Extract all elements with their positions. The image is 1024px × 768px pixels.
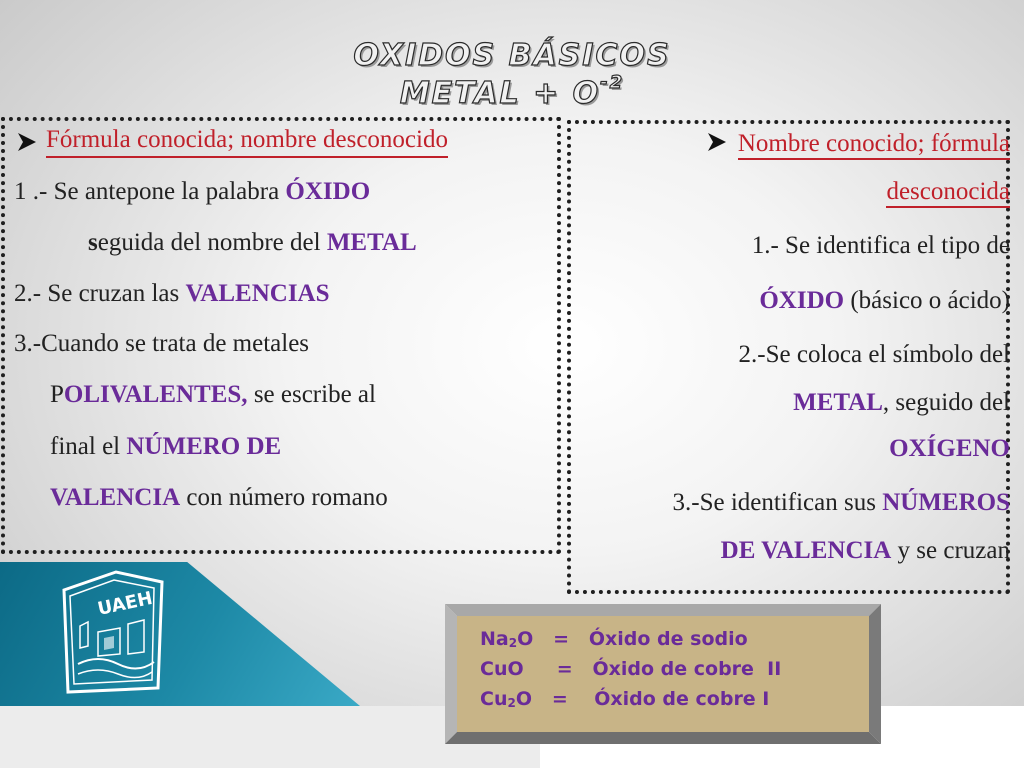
left-line-5-accent: OLIVALENTES, bbox=[63, 381, 248, 408]
left-line-2-accent: METAL bbox=[326, 229, 417, 256]
right-line-2-accent: ÓXIDO bbox=[759, 287, 845, 314]
left-line-5-text: se escribe al bbox=[247, 381, 376, 408]
slide-subtitle bbox=[0, 72, 1024, 111]
arrow-bullet-icon bbox=[16, 131, 38, 153]
right-line-7 bbox=[721, 537, 1010, 565]
example-formula-end: O bbox=[517, 628, 534, 650]
left-heading bbox=[16, 126, 448, 158]
right-heading-2 bbox=[886, 178, 1010, 206]
left-line-1 bbox=[14, 178, 370, 206]
right-line-4-accent: METAL bbox=[793, 389, 883, 416]
left-line-7-text: con número romano bbox=[180, 484, 388, 511]
right-line-4-text: , seguido del bbox=[882, 389, 1010, 416]
example-subscript: 2 bbox=[508, 636, 518, 650]
left-heading-text: Fórmula conocida; nombre desconocido bbox=[46, 126, 448, 158]
right-heading-1-text: Nombre conocido; fórmula bbox=[738, 130, 1010, 160]
right-line-7-accent: DE VALENCIA bbox=[720, 537, 892, 564]
example-equals: = bbox=[523, 658, 593, 680]
right-heading-2-text: desconocida bbox=[886, 178, 1010, 208]
left-line-2-initial: s bbox=[88, 229, 98, 256]
logo-text: UAEH bbox=[95, 587, 155, 620]
example-subscript: 2 bbox=[507, 696, 516, 710]
example-row-1 bbox=[480, 624, 781, 654]
example-equals: = bbox=[533, 628, 589, 650]
arrow-bullet-icon bbox=[706, 131, 728, 153]
right-line-5-accent: OXÍGENO bbox=[889, 435, 1010, 462]
university-shield-logo-icon bbox=[58, 568, 168, 698]
left-line-6-accent: NÚMERO DE bbox=[126, 433, 282, 460]
right-line-6-text: 3.-Se identifican sus bbox=[672, 489, 883, 516]
left-line-1-text: 1 .- Se antepone la palabra bbox=[14, 178, 286, 205]
slide-title: OXIDOS BÁSICOS bbox=[353, 38, 671, 73]
subtitle-superscript: -2 bbox=[600, 72, 625, 93]
right-line-7-text: y se cruzan bbox=[891, 537, 1010, 564]
left-line-3-text: 2.- Se cruzan las bbox=[14, 280, 186, 307]
example-name: Óxido de cobre II bbox=[592, 658, 782, 680]
example-name: Óxido de sodio bbox=[588, 628, 748, 650]
left-line-7 bbox=[50, 484, 388, 512]
left-line-5 bbox=[50, 381, 376, 409]
left-line-3 bbox=[14, 280, 330, 308]
left-line-4: 3.-Cuando se trata de metales bbox=[14, 330, 310, 357]
left-line-7-accent: VALENCIA bbox=[50, 484, 181, 511]
right-line-1: 1.- Se identifica el tipo de bbox=[751, 232, 1010, 259]
right-line-6-accent: NÚMEROS bbox=[882, 489, 1010, 516]
right-line-4 bbox=[793, 389, 1010, 417]
left-line-2 bbox=[88, 229, 417, 257]
example-formula: CuO bbox=[480, 658, 524, 680]
right-line-2 bbox=[759, 287, 1010, 315]
left-line-6 bbox=[50, 433, 281, 461]
left-line-3-accent: VALENCIAS bbox=[185, 280, 330, 307]
left-line-5-initial: P bbox=[50, 381, 64, 408]
example-row-3 bbox=[480, 684, 781, 714]
example-formula: Cu bbox=[480, 688, 508, 710]
teal-banner bbox=[0, 562, 360, 706]
example-row-2 bbox=[480, 654, 781, 684]
right-line-5 bbox=[889, 435, 1010, 463]
left-line-6-text: final el bbox=[50, 433, 127, 460]
right-heading-1 bbox=[706, 130, 1010, 158]
examples-list bbox=[480, 624, 781, 714]
example-formula-end: O bbox=[515, 688, 532, 710]
left-line-2-text: eguida del nombre del bbox=[97, 229, 327, 256]
example-name: Óxido de cobre I bbox=[594, 688, 770, 710]
example-equals: = bbox=[532, 688, 595, 710]
right-line-3: 2.-Se coloca el símbolo del bbox=[738, 341, 1010, 368]
left-line-1-accent: ÓXIDO bbox=[285, 178, 371, 205]
right-line-6 bbox=[673, 489, 1010, 517]
example-formula: Na bbox=[480, 628, 509, 650]
right-line-2-text: (básico o ácido) bbox=[844, 287, 1010, 314]
subtitle-base: METAL + O bbox=[399, 76, 601, 111]
